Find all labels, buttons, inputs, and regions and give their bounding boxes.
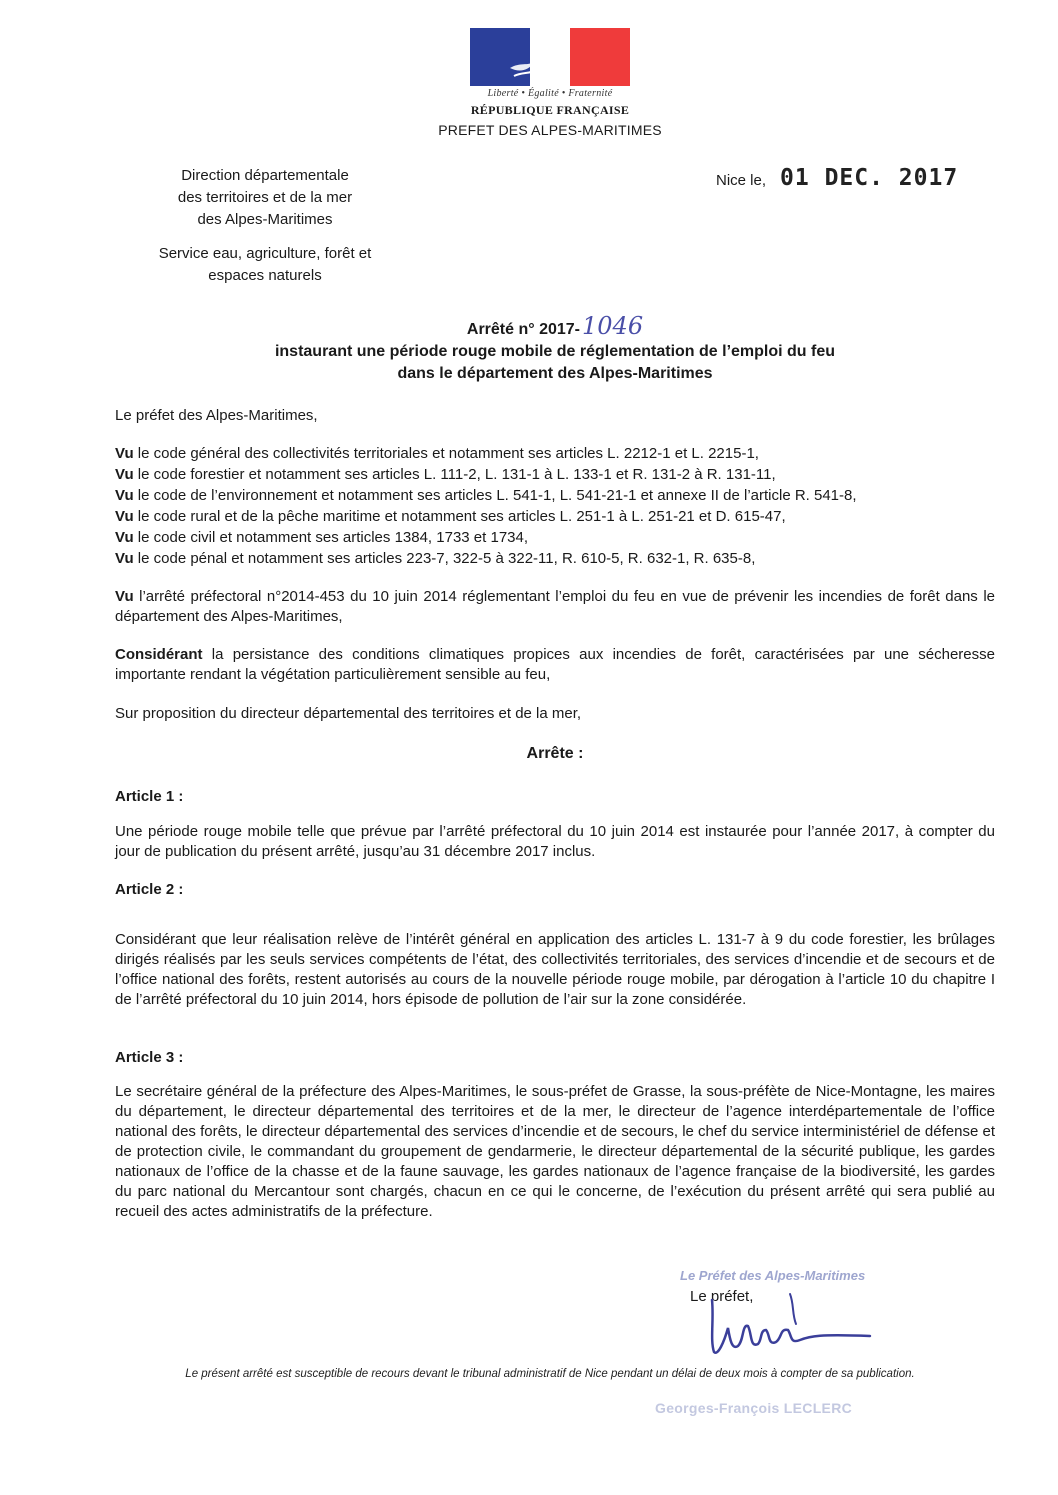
article-text: Une période rouge mobile telle que prévue par l’arrêté préfectoral du 10 juin 2014 est instaurée pour l’année 2017, à compter du jour de publication du présent arrêté, jusqu’au 31 décembre 2017 inclus. bbox=[115, 823, 995, 860]
document-title bbox=[110, 312, 1000, 385]
considerant-paragraph: Considérant la persistance des conditions climatiques propices aux incendies de forêt, caractérisées par une sécheresse importante rendant la végétation particulièrement sensible au feu, bbox=[115, 646, 995, 683]
direction-line: des Alpes-Maritimes bbox=[197, 211, 333, 228]
proposition-paragraph: Sur proposition du directeur départemental des territoires et de la mer, bbox=[115, 705, 582, 722]
motto: Liberté • Égalité • Fraternité bbox=[487, 88, 613, 99]
title-line: dans le département des Alpes-Maritimes bbox=[397, 365, 713, 382]
article-text: Le secrétaire général de la préfecture des Alpes-Maritimes, le sous-préfet de Grasse, la sous-préfète de Nice-Montagne, les maires du département, le directeur départemental des territoires et de la mer, le directeur de l’agence interdépartementale de l’office national des forêts, le directeur départemental des services d’incendie et de secours, le chef du service interministériel de défense et de protection civile, le commandant du groupement de gendarmerie, le directeur départemental de la sécurité publique, les gardes nationaux de l’office de la chasse et de la faune sauvage, les gardes nationaux de l’agence française de la biodiversité, les gardes du parc national du Mercantour sont chargés, chacun en ce qui le concerne, de l’exécution du présent arrêté qui sera publié au recueil des actes administratifs de la préfecture. bbox=[115, 1083, 995, 1220]
article-heading: Article 3 : bbox=[115, 1049, 184, 1066]
article-text: Considérant que leur réalisation relève de l’intérêt général en application des articles L. 131-7 à 9 du code forestier, les brûlages dirigés réalisés par les seuls services compétents de l’état, des collectivités territoriales, des services d’incendie et de secours et de l’office national des forêts, restent autorisés au cours de la nouvelle période rouge mobile, par dérogation à l’article 10 du chapitre I de l’arrêté préfectoral du 10 juin 2014, hors épisode de pollution de l’air sur la zone considérée. bbox=[115, 931, 995, 1008]
vu-item: Vu le code civil et notamment ses articles 1384, 1733 et 1734, bbox=[115, 529, 529, 546]
vu-item: Vu le code forestier et notamment ses articles L. 111-2, L. 131-1 à L. 133-1 et R. 131-2 à R. 131-11, bbox=[115, 466, 776, 483]
intro-paragraph: Le préfet des Alpes-Maritimes, bbox=[115, 407, 318, 424]
arrete-label: Arrêté n° 2017- bbox=[466, 321, 581, 338]
marianne-logo bbox=[470, 28, 630, 86]
date-line bbox=[716, 165, 958, 191]
vu-arrete-paragraph: Vu l’arrêté préfectoral n°2014-453 du 10 juin 2014 réglementant l’emploi du feu en vue de prévenir les incendies de forêt dans le département des Alpes-Maritimes, bbox=[115, 588, 995, 625]
arrete-number-line bbox=[110, 312, 1000, 341]
prefect-stamp: Le Préfet des Alpes-Maritimes bbox=[680, 1268, 866, 1283]
vu-item: Vu le code général des collectivités territoriales et notamment ses articles L. 2212-1 et L. 2215-1, bbox=[115, 445, 759, 462]
issuing-direction bbox=[120, 165, 410, 287]
prefet-department: PREFET DES ALPES-MARITIMES bbox=[438, 122, 662, 138]
direction-line: Direction départementale bbox=[181, 167, 349, 184]
vu-list bbox=[115, 443, 995, 569]
handwritten-signature bbox=[700, 1290, 880, 1365]
title-line: instaurant une période rouge mobile de réglementation de l’emploi du feu bbox=[274, 343, 836, 360]
handwritten-arrete-number: 1046 bbox=[582, 312, 644, 340]
date-stamp: 01 DEC. 2017 bbox=[780, 165, 959, 191]
vu-item: Vu le code rural et de la pêche maritime et notamment ses articles L. 251-1 à L. 251-21 et D. 615-47, bbox=[115, 508, 786, 525]
appeal-notice: Le présent arrêté est susceptible de recours devant le tribunal administratif de Nice pendant un délai de deux mois à compter de sa publication. bbox=[185, 1368, 915, 1380]
date-label: Nice le, bbox=[716, 172, 767, 189]
vu-item: Vu le code pénal et notamment ses articles 223-7, 322-5 à 322-11, R. 610-5, R. 632-1, R. 635-8, bbox=[115, 550, 756, 567]
vu-item: Vu le code de l’environnement et notamment ses articles L. 541-1, L. 541-21-1 et annexe II de l’article R. 541-8, bbox=[115, 487, 857, 504]
republique-francaise: RÉPUBLIQUE FRANÇAISE bbox=[470, 103, 630, 117]
article-heading: Article 2 : bbox=[115, 881, 184, 898]
direction-line: des territoires et de la mer bbox=[177, 189, 353, 206]
arrete-heading: Arrête : bbox=[526, 745, 584, 762]
article-heading: Article 1 : bbox=[115, 788, 184, 805]
service-line: Service eau, agriculture, forêt et bbox=[158, 245, 372, 262]
service-line: espaces naturels bbox=[208, 267, 322, 284]
name-stamp: Georges-François LECLERC bbox=[655, 1400, 853, 1416]
header-logo-block bbox=[420, 28, 680, 138]
signature-label: Le préfet, bbox=[690, 1288, 754, 1305]
